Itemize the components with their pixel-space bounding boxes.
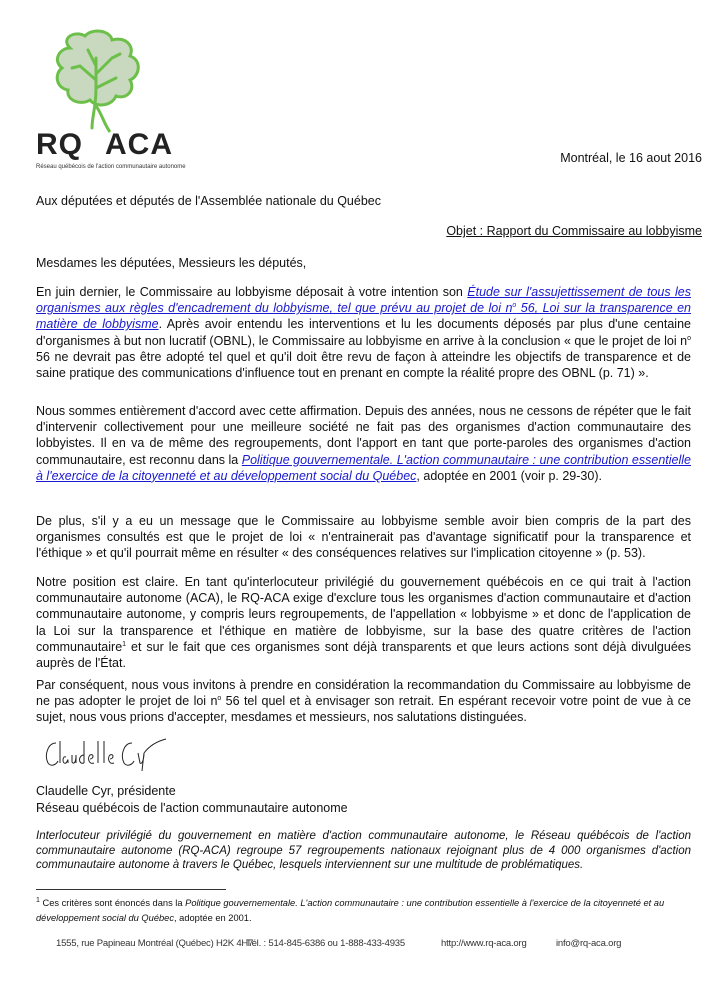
footer-website-link[interactable]: http://www.rq-aca.org (441, 938, 527, 949)
study-link-sup: o (512, 302, 517, 310)
recipient-line: Aux députées et députés de l'Assemblée nationale du Québec (36, 194, 381, 208)
signer-name-title: Claudelle Cyr, présidente (36, 784, 176, 798)
paragraph-3: De plus, s'il y a eu un message que le Commissaire au lobbyisme semble avoir bien compris de la part des organismes consultés est que le projet de loi « n'entrainerait pas d'avantage significatif pour la transparence et l'éthique » et qu'il pourrait même en résulter « des conséquences relatives sur l'implication citoyenne » (p. 53). (36, 514, 691, 561)
p1-text-after: 56 ne devrait pas être adopté tel quel et qu'il doit être revu de façon à atteindre les objectifs de transparence et de saine pratique des communications d'influence tout en prenant en compte la réalité propre des OBNL (p. 71) ». (36, 349, 691, 381)
logo-subtitle: Réseau québécois de l'action communautaire autonome (36, 164, 186, 170)
logo-wordmark-right: ACA (105, 128, 173, 161)
p1-sup: o (687, 334, 691, 342)
paragraph-5 (36, 677, 691, 726)
signer-organization: Réseau québécois de l'action communautaire autonome (36, 801, 348, 815)
signer-block (36, 783, 348, 817)
letterhead-footer (56, 938, 696, 949)
p4-text-before: Notre position est claire. En tant qu'interlocuteur privilégié du gouvernement québécois en ce qui trait à l'action communautaire autonome (ACA), le RQ-ACA exige d'exclure tous les organismes d'action communautaire et d'action communautaire autonome, y compris leurs regroupements, de l'appellation « lobbyisme » et donc de l'application de la Loi sur la transparence et l'éthique en matière de lobbyisme, sur la base des quatre critères de l'action communautaire (36, 575, 691, 654)
footnote-divider (36, 889, 226, 890)
footnote (36, 896, 706, 926)
p5-text-after: 56 tel quel et à envisager son retrait. En espérant recevoir votre point de vue à ce sujet, nous vous prions d'accepter, mesdames et messieurs, nos salutations distinguées. (36, 694, 691, 725)
p5-sup: o (217, 695, 222, 703)
paragraph-1 (36, 284, 691, 381)
footer-phone: Tél. : 514-845-6386 ou 1-888-433-4935 (246, 938, 405, 949)
footer-email-link[interactable]: info@rq-aca.org (556, 938, 622, 949)
study-link-text-a: Étude sur l'assujettissement de tous les organismes aux règles d'encadrement du lobbyisme, tel que prévu au projet de loi n (36, 285, 691, 316)
study-link-text-b: 56, Loi sur la transparence en matière de lobbyisme (36, 301, 691, 332)
footnote-text-before: Ces critères sont énoncés dans la (39, 898, 186, 908)
policy-link[interactable]: Politique gouvernementale. L'action communautaire : une contribution essentielle à l'exercice de la citoyenneté et au développement social du Québec (36, 452, 691, 483)
footnote-marker: 1 (36, 896, 40, 904)
p1-text-before: En juin dernier, le Commissaire au lobbyisme déposait à votre intention son (36, 285, 468, 299)
p1-text-mid: . Après avoir entendu les interventions et lu les documents déposés par plus d'une centaine d'organismes à but non lucratif (OBNL), le Commissaire au lobbyisme en arrive à la conclusion « que le projet de loi n (36, 317, 691, 348)
subject-line: Objet : Rapport du Commissaire au lobbyisme (446, 224, 702, 238)
organization-description: Interlocuteur privilégié du gouvernement en matière d'action communautaire autonome, le Réseau québécois de l'action communautaire autonome (RQ-ACA) regroupe 57 regroupements nationaux rejoignant plus de 4 000 organismes d'action communautaire autonome à travers le Québec, lesquels interviennent sur une multitude de problématiques. (36, 830, 691, 871)
p2-text-before: Nous sommes entièrement d'accord avec cette affirmation. Depuis des années, nous ne cessons de répéter que le fait d'intervenir collectivement pour une meilleure société ne fait pas des organismes d'action communautaire des lobbyistes. Il en va de même des regroupements, dont l'apport en tant que porte-paroles des organismes d'action communautaire, est reconnu dans la (36, 404, 691, 467)
footer-address: 1555, rue Papineau Montréal (Québec) H2K 4H7 (56, 938, 254, 949)
paragraph-2 (36, 403, 691, 484)
handwritten-signature (42, 735, 182, 771)
p4-text-after: et sur le fait que ces organismes sont déjà transparents et que leurs actions sont déjà divulguées auprès de l'État. (36, 639, 691, 671)
footnote-title: Politique gouvernementale. L'action communautaire : une contribution essentielle à l'exercice de la citoyenneté et au développement social du Québec (36, 898, 665, 923)
footnote-ref[interactable]: 1 (122, 640, 127, 648)
p5-text-before: Par conséquent, nous vous invitons à prendre en considération la recommandation du Commissaire au lobbyisme de ne pas adopter le projet de loi n (36, 678, 691, 709)
p2-text-after: , adoptée en 2001 (voir p. 29-30). (416, 468, 602, 483)
logo-wordmark (36, 128, 173, 162)
footnote-text-after: , adoptée en 2001. (174, 913, 252, 923)
paragraph-4 (36, 574, 691, 671)
tree-icon (30, 28, 180, 138)
logo-wordmark-left: RQ (36, 128, 83, 161)
letter-date: Montréal, le 16 aout 2016 (560, 151, 702, 165)
salutation: Mesdames les députées, Messieurs les députés, (36, 256, 307, 270)
rq-aca-logo (30, 28, 186, 173)
